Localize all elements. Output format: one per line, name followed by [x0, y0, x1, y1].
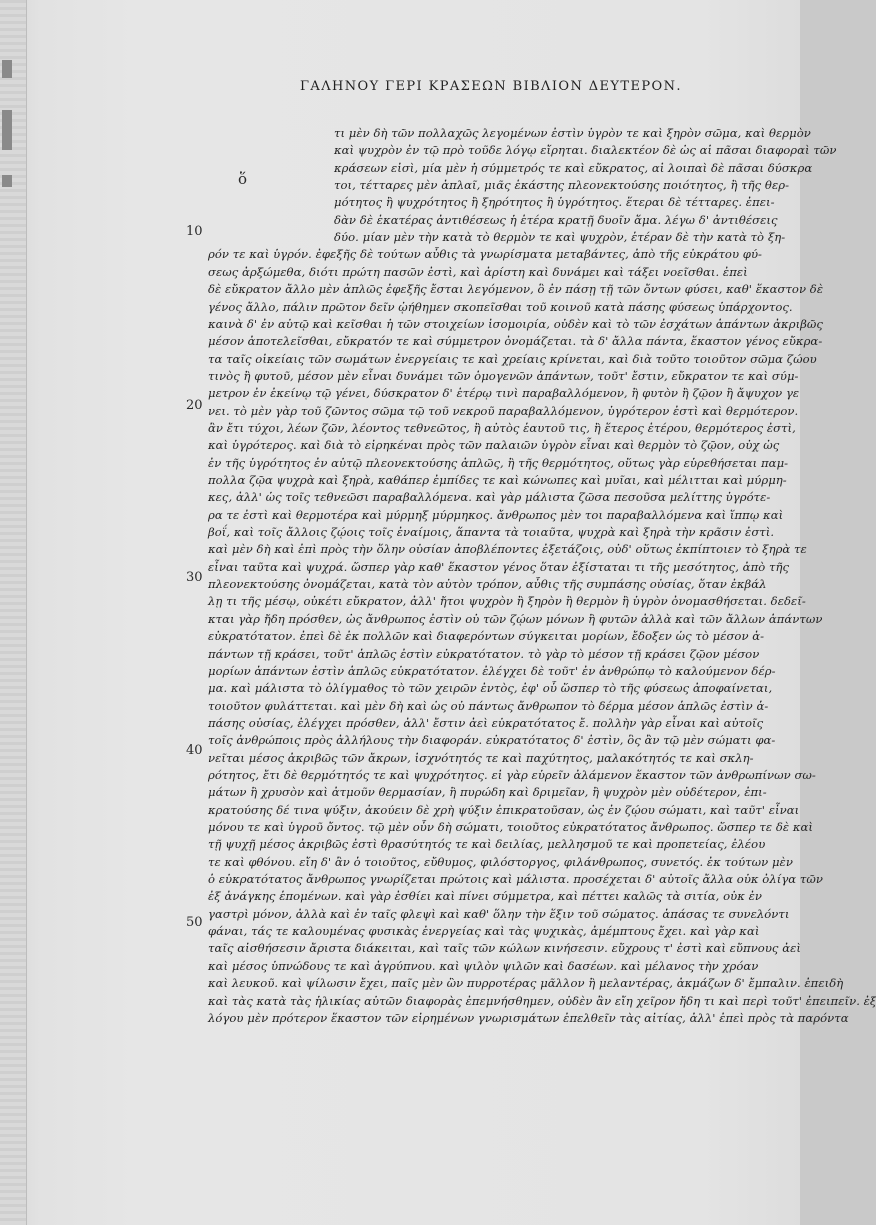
text-line: εὐκρατότατον. ἐπεὶ δὲ ἐκ πολλῶν καὶ διαφερόντων σύγκειται μορίων, ἔδοξεν ὡς τὸ μέσον ἁ- [208, 629, 765, 643]
text-line: ρότητος, ἔτι δὲ θερμότητός τε καὶ ψυχρότητος. εἰ γὰρ εὑρεῖν ἀλάμενον ἕκαστον τῶν ἀνθρωπίνων σω- [208, 768, 816, 782]
text-line: εἶναι ταῦτα καὶ ψυχρά. ὥσπερ γὰρ καθ' ἕκαστον γένος ὅταν ἐξίσταται τι τῆς μεσότητος, ἀπὸ τῆς [208, 560, 790, 574]
text-line: καὶ ὑγρότερος. καὶ διὰ τὸ εἰρηκέναι πρὸς τῶν παλαιῶν ὑγρὸν εἶναι καὶ θερμὸν τὸ ζῷον, οὐχ ὡς [208, 438, 780, 452]
text-line: μέσον ἀποτελεῖσθαι, εὔκρατόν τε καὶ σύμμετρον ὀνομάζεται. τὰ δ' ἄλλα πάντα, ἕκαστον γένος εὔκρα- [208, 334, 823, 348]
binding-stain [2, 175, 12, 187]
text-line: τε καὶ φθόνου. εἴη δ' ἂν ὁ τοιοῦτος, εὔθυμος, φιλόστοργος, φιλάνθρωπος, συνετός. ἐκ τούτων μὲν [208, 855, 793, 869]
text-line: πάντων τῇ κράσει, τοῦτ' ἁπλῶς ἐστὶν εὐκρατότατον. τὸ γὰρ τὸ μέσον τῇ κράσει ζῷον μέσον [208, 647, 760, 661]
text-line: καὶ λευκοῦ. καὶ ψίλωσιν ἔχει, παῖς μὲν ὢν πυρροτέρας μᾶλλον ἢ μελαντέρας, ἀκμάζων δ' ἔμπαλιν. ἐπειδὴ [208, 976, 844, 990]
text-line: ταῖς αἰσθήσεσιν ἄριστα διάκειται, καὶ ταῖς τῶν κώλων κινήσεσιν. εὔχρους τ' ἐστὶ καὶ εὔπνους ἀεὶ [208, 941, 801, 955]
text-line: σεως ἀρξώμεθα, διότι πρώτη πασῶν ἐστὶ, καὶ ἀρίστη καὶ δυνάμει καὶ τάξει νοεῖσθαι. ἐπεὶ [208, 265, 748, 279]
line-number-50: 50 [186, 915, 203, 930]
text-line: καὶ τὰς κατὰ τὰς ἡλικίας αὐτῶν διαφορὰς ἐπεμνήσθημεν, οὐδὲν ἂν εἴη χεῖρον ἤδη τι καὶ περὶ τοῦτ' ἐπειπεῖν. ἐξ [208, 994, 876, 1008]
text-line: πλεονεκτούσης ὀνομάζεται, κατὰ τὸν αὐτὸν τρόπον, αὖθις τῆς συμπάσης οὐσίας, ὅταν ἐκβάλ [208, 577, 767, 591]
line-number-30: 30 [186, 570, 203, 585]
line-number-20: 20 [186, 398, 203, 413]
text-line: μα. καὶ μάλιστα τὸ ὀλίγμαθος τὸ τῶν χειρῶν ἐντὸς, ἐφ' οὗ ὥσπερ τὸ τῆς φύσεως ἀποφαίνεται, [208, 681, 773, 695]
text-line: τι μὲν δὴ τῶν πολλαχῶς λεγομένων ἐστὶν ὑγρὸν τε καὶ ξηρὸν σῶμα, καὶ θερμὸν [334, 126, 811, 140]
text-line: τῇ ψυχῇ μέσος ἀκριβῶς ἐστὶ θρασύτητός τε καὶ δειλίας, μελλησμοῦ τε καὶ προπετείας, ἐλέου [208, 837, 766, 851]
running-head: ΓΑΛΗΝΟΥ ΓΕΡΙ ΚΡΑΣΕΩΝ ΒΙΒΛΙΟΝ ΔΕΥΤΕΡΟΝ. [300, 79, 682, 94]
text-line: τινὸς ἢ φυτοῦ, μέσον μὲν εἶναι δυνάμει τῶν ὁμογενῶν ἁπάντων, τοῦτ' ἔστιν, εὔκρατον τε καὶ σύμ- [208, 369, 799, 383]
text-line: κράσεων εἰσὶ, μία μὲν ἡ σύμμετρός τε καὶ εὔκρατος, αἱ λοιπαὶ δὲ πᾶσαι δύσκρα [334, 161, 813, 175]
text-line: νει. τὸ μὲν γὰρ τοῦ ζῶντος σῶμα τῷ τοῦ νεκροῦ παραβαλλόμενον, ὑγρότερον ἐστὶ καὶ θερμότερον. [208, 404, 799, 418]
text-line: κται γὰρ ἤδη πρόσθεν, ὡς ἄνθρωπος ἐστὶν οὐ τῶν ζῴων μόνων ἢ φυτῶν ἀλλὰ καὶ τῶν ἄλλων ἁπάντων [208, 612, 823, 626]
text-line: νεῖται μέσος ἀκριβῶς τῶν ἄκρων, ἰσχνότητός τε καὶ παχύτητος, μαλακότητός τε καὶ σκλη- [208, 751, 754, 765]
text-line: μόνου τε καὶ ὑγροῦ ὄντος. τῷ μὲν οὖν δὴ σώματι, τοιοῦτος εὐκρατότατος ἄνθρωπος. ὥσπερ τε δὲ καὶ [208, 820, 814, 834]
text-line: πολλα ζῷα ψυχρὰ καὶ ξηρὰ, καθάπερ ἐμπίδες τε καὶ κώνωπες καὶ μυῖαι, καὶ μέλιτται καὶ μύρμη- [208, 473, 787, 487]
marginal-letter: ὅ [238, 170, 248, 188]
binding-stain [2, 110, 12, 150]
text-line: μετρον ἐν ἐκείνῳ τῷ γένει, δύσκρατον δ' ἑτέρῳ τινὶ παραβαλλόμενον, ἢ φυτὸν ἢ ζῷον ἢ ἄψυχον γε [208, 386, 800, 400]
text-line: γένος ἄλλο, πάλιν πρῶτον δεῖν ᾠήθημεν σκοπεῖσθαι τοῦ κοινοῦ κατὰ πάσης φύσεως ὑπάρχοντος. [208, 300, 793, 314]
text-line: ρόν τε καὶ ὑγρόν. ἐφεξῆς δὲ τούτων αὖθις τὰ γνωρίσματα μεταβάντες, ἀπὸ τῆς εὐκράτου φύ- [208, 247, 763, 261]
text-line: τοῖς ἀνθρώποις πρὸς ἀλλήλους τὴν διαφοράν. εὐκρατότατος δ' ἐστὶν, ὃς ἂν τῷ μὲν σώματι φα- [208, 733, 776, 747]
text-line: μότητος ἢ ψυχρότητος ἢ ξηρότητος ἢ ὑγρότητος. ἕτεραι δὲ τέτταρες. ἐπει- [334, 195, 775, 209]
text-line: καινὰ δ' ἐν αὐτῷ καὶ κεῖσθαι ἡ τῶν στοιχείων ἰσομοιρία, οὐδὲν καὶ τὸ τῶν ἐσχάτων ἁπάντων ἀκριβῶς [208, 317, 823, 331]
text-line: τοιοῦτον φυλάττεται. καὶ μὲν δὴ καὶ ὡς οὐ πάντως ἄνθρωπον τὸ δέρμα μέσον ἁπλῶς ἐστὶν ἁ- [208, 699, 769, 713]
text-line: ἐν τῆς ὑγρότητος ἐν αὐτῷ πλεονεκτούσης ἁπλῶς, ἢ τῆς θερμότητος, οὕτως γὰρ εὑρεθήσεται παμ- [208, 456, 789, 470]
text-line: κες, ἀλλ' ὡς τοῖς τεθνεῶσι παραβαλλόμενα. καὶ γὰρ μάλιστα ζῶσα πεσοῦσα μελίττης ὑγρότε- [208, 490, 771, 504]
text-line: καὶ μέσος ὑπνώδους τε καὶ ἀγρύπνου. καὶ ψιλὸν ψιλῶν καὶ δασέων. καὶ μέλανος τὴν χρόαν [208, 959, 759, 973]
line-number-40: 40 [186, 743, 203, 758]
text-line: ὁ εὐκρατότατος ἄνθρωπος γνωρίζεται πρώτοις καὶ μάλιστα. προσέχεται δ' αὐτοῖς ἄλλα οὐκ ὀλίγα τῶν [208, 872, 823, 886]
text-line: φάναι, τάς τε καλουμένας φυσικὰς ἐνεργείας καὶ τὰς ψυχικὰς, ἀμέμπτους ἔχει. καὶ γὰρ καὶ [208, 924, 760, 938]
text-line: πάσης οὐσίας, ἐλέγχει πρόσθεν, ἀλλ' ἔστιν ἀεὶ εὐκρατότατος ἔ. πολλὴν γὰρ εἶναι καὶ αὐτοῖς [208, 716, 764, 730]
text-line: ἐξ ἀνάγκης ἑπομένων. καὶ γὰρ ἐσθίει καὶ πίνει σύμμετρα, καὶ πέττει καλῶς τὰ σιτία, οὐκ ἐν [208, 889, 762, 903]
text-line: δὲ εὔκρατον ἄλλο μὲν ἁπλῶς ἐφεξῆς ἔσται λεγόμενον, ὃ ἐν πάσῃ τῇ τῶν ὄντων φύσει, καθ' ἕκαστον δὲ [208, 282, 824, 296]
text-line: κρατούσης δέ τινα ψύξιν, ἀκούειν δὲ χρὴ ψύξιν ἐπικρατοῦσαν, ὡς ἐν ζῴου σώματι, καὶ ταῦτ' εἶναι [208, 803, 800, 817]
text-line: ρα τε ἐστὶ καὶ θερμοτέρα καὶ μύρμηξ μύρμηκος. ἄνθρωπος μὲν τοι παραβαλλόμενα καὶ ἵππῳ καὶ [208, 508, 784, 522]
text-line: καὶ ψυχρὸν ἐν τῷ πρὸ τοῦδε λόγῳ εἴρηται. διαλεκτέον δὲ ὡς αἱ πᾶσαι διαφοραὶ τῶν [334, 143, 837, 157]
line-number-10: 10 [186, 224, 203, 239]
binding-edge [0, 0, 27, 1225]
binding-stain [2, 60, 12, 78]
text-line: λῃ τι τῆς μέσῳ, οὐκέτι εὔκρατον, ἀλλ' ἤτοι ψυχρὸν ἢ ξηρὸν ἢ θερμὸν ἢ ὑγρὸν ὀνομασθήσεται. δεδεῖ- [208, 594, 806, 608]
text-line: βοΐ, καὶ τοῖς ἄλλοις ζῴοις τοῖς ἐναίμοις, ἅπαντα τὰ τοιαῦτα, ψυχρὰ καὶ ξηρὰ τὴν κρᾶσιν ἐστὶ. [208, 525, 775, 539]
text-line: μορίων ἁπάντων ἐστὶν ἁπλῶς εὐκρατότατον. ἐλέγχει δὲ τοῦτ' ἐν ἀνθρώπῳ τὸ καλούμενον δέρ- [208, 664, 776, 678]
text-line: τοι, τέτταρες μὲν ἁπλαῖ, μιᾶς ἑκάστης πλεονεκτούσης ποιότητος, ἢ τῆς θερ- [334, 178, 790, 192]
text-line: δύο. μίαν μὲν τὴν κατὰ τὸ θερμὸν τε καὶ ψυχρὸν, ἑτέραν δὲ τὴν κατὰ τὸ ξη- [334, 230, 786, 244]
text-line: ἂν ἔτι τύχοι, λέων ζῶν, λέοντος τεθνεῶτος, ἢ αὐτὸς ἑαυτοῦ τις, ἢ ἕτερος ἑτέρου, θερμότερος ἐστὶ, [208, 421, 796, 435]
text-line: γαστρὶ μόνον, ἀλλὰ καὶ ἐν ταῖς φλεψὶ καὶ καθ' ὅλην τὴν ἕξιν τοῦ σώματος. ἁπάσας τε συνελόντι [208, 907, 790, 921]
text-line: μάτων ἢ χρυσὸν καὶ ἀτμοῦν θερμασίαν, ἢ πυρώδη καὶ δριμεῖαν, ἢ ψυχρὸν μὲν οὐδέτερον, ἐπι- [208, 785, 767, 799]
text-line: δὰν δὲ ἑκατέρας ἀντιθέσεως ἡ ἑτέρα κρατῇ δυοῖν ἅμα. λέγω δ' ἀντιθέσεις [334, 213, 778, 227]
text-line: καὶ μὲν δὴ καὶ ἐπὶ πρὸς τὴν ὅλην οὐσίαν ἀποβλέποντες ἐξετάζοις, οὐδ' οὕτως ἐκπίπτοιεν τὸ ξηρὰ τε [208, 542, 807, 556]
text-line: λόγου μὲν πρότερον ἕκαστον τῶν εἰρημένων γνωρισμάτων ἐπελθεῖν τὰς αἰτίας, ἀλλ' ἐπεὶ πρὸς τὰ παρόντα [208, 1011, 849, 1025]
text-line: τα ταῖς οἰκείαις τῶν σωμάτων ἐνεργείαις τε καὶ χρείαις κρίνεται, καὶ διὰ τοῦτο τοιοῦτον σῶμα ζώου [208, 352, 817, 366]
